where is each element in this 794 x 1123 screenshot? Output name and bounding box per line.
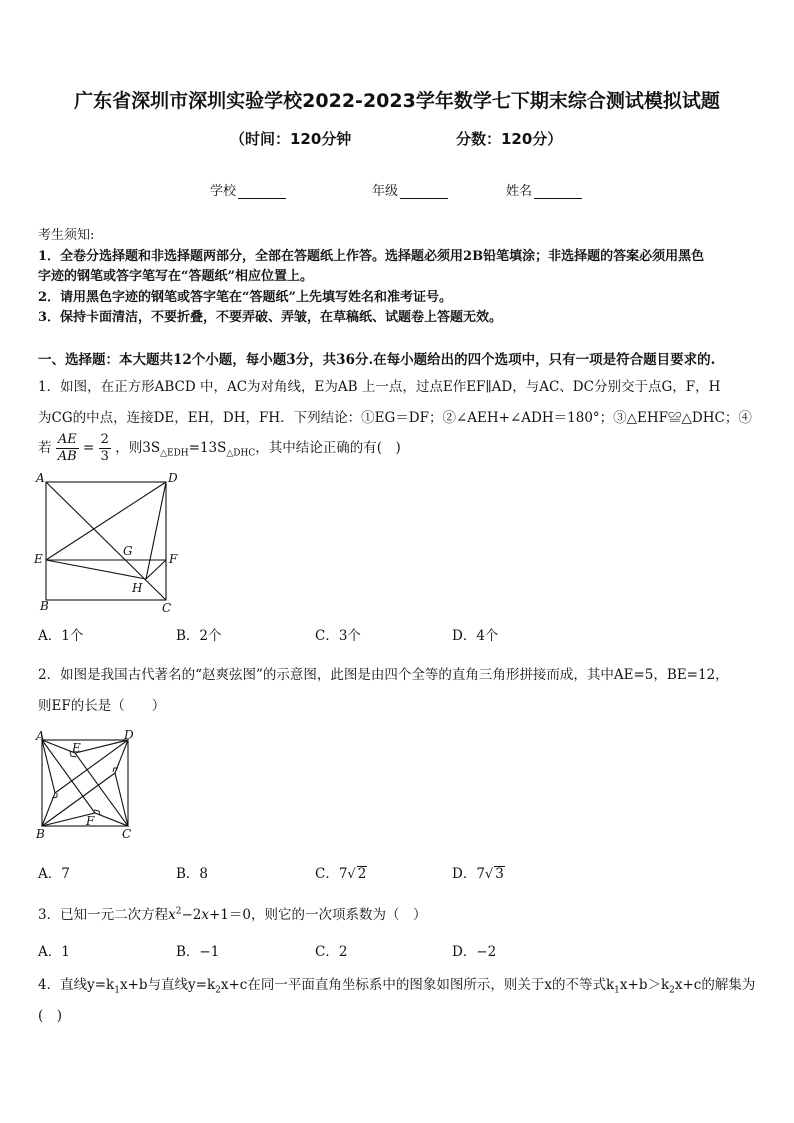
- q1-label-c: C: [162, 601, 172, 615]
- q1-label-g: G: [123, 544, 133, 558]
- fraction-2-3: $\frac{2}{3}$: [100, 432, 109, 464]
- q4-line2: ( ): [38, 1008, 63, 1024]
- q2-option-c: C．7√ 2: [315, 866, 367, 882]
- sqrt-3: 3: [495, 866, 504, 882]
- q3-option-b: B．−1: [176, 944, 220, 960]
- name-label: 姓名: [506, 184, 533, 199]
- fraction-ae-ab: $\frac{AE}{AB}$: [57, 432, 77, 464]
- q1-label-b: B: [40, 599, 49, 613]
- q1-line3: 若 $\frac{AE}{AB}$ = $\frac{2}{3}$ ，则$3S_{\triangle EDH}=13S_{\triangle DHC}$，其中结论正确的有( ): [38, 432, 401, 464]
- q1-option-a: A．1个: [38, 628, 84, 644]
- notice-item-3: 3．保持卡面清洁，不要折叠，不要弄破、弄皱，在草稿纸、试题卷上答题无效。: [38, 310, 503, 325]
- q1-equals: =: [83, 440, 95, 456]
- q2-label-c: C: [122, 827, 132, 841]
- q3-option-a: A．1: [38, 944, 70, 960]
- notice-item-2: 2．请用黑色字迹的钢笔或答字笔在“答题纸”上先填写姓名和准考证号。: [38, 290, 453, 305]
- q4-line1: 4．直线$y=k_1x+b$与直线$y=k_2x+c$在同一平面直角坐标系中的图象如图所示，则关于x的不等式$k_1x+b>k_2x+c$的解集为: [38, 977, 756, 996]
- q3-option-d: D．−2: [452, 944, 497, 960]
- grade-blank: [400, 184, 448, 199]
- q1-line1: 1．如图，在正方形ABCD 中，AC为对角线，E为AB 上一点，过点E作EF∥AD，与AC、DC分别交于点G，F，H: [38, 379, 721, 395]
- grade-field: [372, 180, 448, 199]
- grade-label: 年级: [372, 184, 399, 199]
- q1-option-b: B．2个: [176, 628, 222, 644]
- q2-option-b: B．8: [176, 866, 209, 882]
- q2-line1: 2．如图是我国古代著名的“赵爽弦图”的示意图，此图是由四个全等的直角三角形拼接而成，其中AE=5，BE=12，: [38, 667, 729, 683]
- q2-label-e: E: [72, 741, 81, 755]
- q2-label-a: A: [36, 729, 45, 743]
- q2-label-d: D: [124, 728, 134, 742]
- q2-option-d: D．7√ 3: [452, 866, 504, 882]
- notice-item-1a: 1．全卷分选择题和非选择题两部分，全部在答题纸上作答。选择题必须用2B铅笔填涂；非选择题的答案必须用黑色: [38, 249, 705, 264]
- exam-score: 分数：120分）: [456, 130, 563, 148]
- exam-time: （时间：120分钟: [230, 130, 352, 148]
- page-title: 广东省深圳市深圳实验学校2022-2023学年数学七下期末综合测试模拟试题: [74, 90, 720, 112]
- q1-label-d: D: [168, 471, 178, 485]
- q1-label-h: H: [132, 581, 143, 595]
- q2-option-a: A．7: [38, 866, 70, 882]
- q1-option-d: D．4个: [452, 628, 499, 644]
- q2-label-b: B: [36, 827, 45, 841]
- notice-heading: 考生须知:: [38, 228, 95, 243]
- school-field: [210, 180, 286, 199]
- section-heading: 一、选择题：本大题共12个小题，每小题3分，共36分.在每小题给出的四个选项中，只有一项是符合题目要求的.: [38, 352, 716, 368]
- school-label: 学校: [210, 184, 237, 199]
- notice-item-1b: 字迹的钢笔或答字笔写在“答题纸”相应位置上。: [38, 269, 313, 284]
- q2-figure: [30, 726, 150, 846]
- q1-figure: [30, 470, 190, 616]
- q3-option-c: C．2: [315, 944, 348, 960]
- school-blank: [238, 184, 286, 199]
- q1-line2: 为CG的中点，连接DE，EH，DH，FH．下列结论：①EG＝DF；②∠AEH+∠ADH＝180°；③△EHF≌△DHC；④: [38, 410, 752, 426]
- q3-stem: 3．已知一元二次方程$x^2-2x+1=0$，则它的一次项系数为（ ）: [38, 906, 427, 923]
- q1-label-e: E: [34, 552, 43, 566]
- name-field: [506, 180, 582, 199]
- q1-ruo: 若: [38, 440, 52, 456]
- q1-label-f: F: [169, 552, 178, 566]
- q1-option-c: C．3个: [315, 628, 361, 644]
- name-blank: [534, 184, 582, 199]
- sqrt-2: 2: [357, 866, 367, 882]
- q2-line2: 则EF的长是（ ）: [38, 698, 166, 714]
- q2-label-f: F: [86, 814, 95, 828]
- q1-label-a: A: [36, 471, 45, 485]
